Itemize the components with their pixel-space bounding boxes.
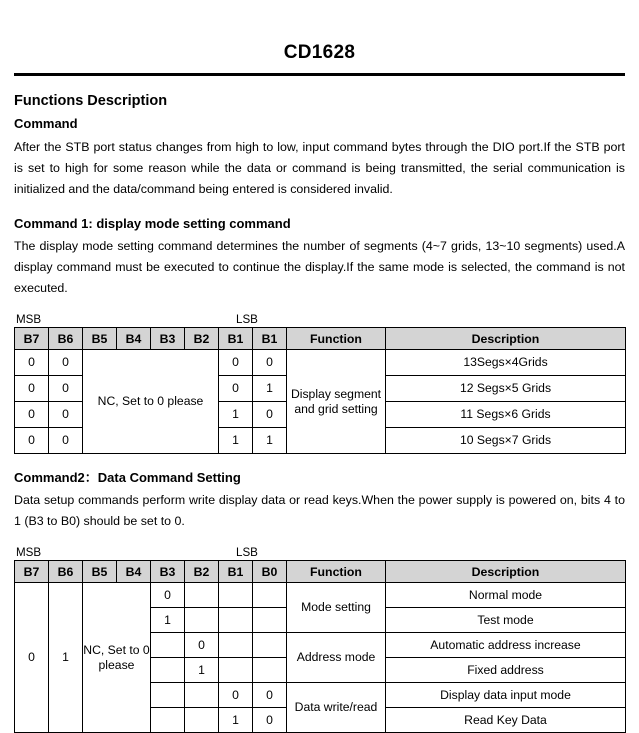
table1-r3-desc: 10 Segs×7 Grids bbox=[386, 428, 626, 454]
table1-col-b4: B4 bbox=[117, 328, 151, 350]
table2-r1-b2 bbox=[185, 608, 219, 633]
table2-r0-b1 bbox=[219, 583, 253, 608]
table1-r0-b7: 0 bbox=[15, 350, 49, 376]
table2-r5-desc: Read Key Data bbox=[386, 708, 626, 733]
table2-col-b3: B3 bbox=[151, 561, 185, 583]
table2-col-b0: B0 bbox=[253, 561, 287, 583]
table2-r1-desc: Test mode bbox=[386, 608, 626, 633]
table2-r2-desc: Automatic address increase bbox=[386, 633, 626, 658]
table2-col-b6: B6 bbox=[49, 561, 83, 583]
table1-r3-b7: 0 bbox=[15, 428, 49, 454]
functions-description-heading: Functions Description bbox=[14, 93, 168, 109]
table2-r4-b1: 0 bbox=[219, 683, 253, 708]
table2-r1-b0 bbox=[253, 608, 287, 633]
table2-r3-b2: 1 bbox=[185, 658, 219, 683]
table2-r2-b0 bbox=[253, 633, 287, 658]
command2-intro-paragraph: Data setup commands perform write display data or read keys.When the power supply is powered on, bits 4 to 1 (B3 to B0) should be set to 0. bbox=[14, 493, 625, 528]
table1-r2-b6: 0 bbox=[49, 402, 83, 428]
table2-col-description: Description bbox=[386, 561, 626, 583]
table2-r0-b2 bbox=[185, 583, 219, 608]
lsb-label-table2: LSB bbox=[236, 546, 258, 559]
command-heading: Command bbox=[14, 116, 78, 131]
table2-r3-b0 bbox=[253, 658, 287, 683]
table2-r5-b3 bbox=[151, 708, 185, 733]
msb-label-table1: MSB bbox=[16, 313, 42, 326]
table1-r2-desc: 11 Segs×6 Grids bbox=[386, 402, 626, 428]
table1-r2-b1a: 1 bbox=[219, 402, 253, 428]
table1-function-cell: Display segment and grid setting bbox=[287, 350, 386, 454]
table2-col-b1: B1 bbox=[219, 561, 253, 583]
table1-col-description: Description bbox=[386, 328, 626, 350]
table2-r0-desc: Normal mode bbox=[386, 583, 626, 608]
table2-col-b4: B4 bbox=[117, 561, 151, 583]
table2-r0-b0 bbox=[253, 583, 287, 608]
table1-r2-b1b: 0 bbox=[253, 402, 287, 428]
table2-nc-cell: NC, Set to 0 please bbox=[83, 583, 151, 733]
table2-r3-b3 bbox=[151, 658, 185, 683]
table2-r4-b0: 0 bbox=[253, 683, 287, 708]
table2-col-b2: B2 bbox=[185, 561, 219, 583]
table2-r3-b1 bbox=[219, 658, 253, 683]
table1-r2-b7: 0 bbox=[15, 402, 49, 428]
msb-label-table2: MSB bbox=[16, 546, 42, 559]
table1-col-b6: B6 bbox=[49, 328, 83, 350]
table2-r3-desc: Fixed address bbox=[386, 658, 626, 683]
title-divider bbox=[14, 73, 625, 76]
table2-r2-b3 bbox=[151, 633, 185, 658]
table-row bbox=[15, 583, 626, 608]
table2-r0-b3: 0 bbox=[151, 583, 185, 608]
table2-r5-b0: 0 bbox=[253, 708, 287, 733]
table1-r1-b1b: 1 bbox=[253, 376, 287, 402]
table1-col-b2: B2 bbox=[185, 328, 219, 350]
data-command-setting-table bbox=[14, 560, 626, 733]
table2-r2-b2: 0 bbox=[185, 633, 219, 658]
command1-heading: Command 1: display mode setting command bbox=[14, 216, 291, 231]
table2-function-mode-setting: Mode setting bbox=[287, 583, 386, 633]
table2-col-b5: B5 bbox=[83, 561, 117, 583]
table1-r3-b1a: 1 bbox=[219, 428, 253, 454]
table1-col-function: Function bbox=[287, 328, 386, 350]
table2-b6-cell: 1 bbox=[49, 583, 83, 733]
table2-r5-b1: 1 bbox=[219, 708, 253, 733]
table2-r1-b3: 1 bbox=[151, 608, 185, 633]
table1-r3-b6: 0 bbox=[49, 428, 83, 454]
table1-header-row bbox=[15, 328, 626, 350]
command1-intro-paragraph: The display mode setting command determines the number of segments (4~7 grids, 13~10 segments) used.A display command must be executed to continue the display.If the same mode is selected, the command is not executed. bbox=[14, 239, 625, 295]
table2-function-address-mode: Address mode bbox=[287, 633, 386, 683]
table2-r5-b2 bbox=[185, 708, 219, 733]
table2-b7-cell: 0 bbox=[15, 583, 49, 733]
table1-r0-b6: 0 bbox=[49, 350, 83, 376]
table1-r1-b1a: 0 bbox=[219, 376, 253, 402]
table2-r2-b1 bbox=[219, 633, 253, 658]
table1-col-b3: B3 bbox=[151, 328, 185, 350]
table1-r0-b1b: 0 bbox=[253, 350, 287, 376]
table1-r3-b1b: 1 bbox=[253, 428, 287, 454]
table1-col-b1b: B1 bbox=[253, 328, 287, 350]
table1-col-b7: B7 bbox=[15, 328, 49, 350]
table1-r1-b6: 0 bbox=[49, 376, 83, 402]
table1-bit-labels bbox=[14, 312, 625, 327]
lsb-label-table1: LSB bbox=[236, 313, 258, 326]
table2-col-b7: B7 bbox=[15, 561, 49, 583]
table2-r4-b2 bbox=[185, 683, 219, 708]
table1-r1-desc: 12 Segs×5 Grids bbox=[386, 376, 626, 402]
table1-r1-b7: 0 bbox=[15, 376, 49, 402]
table1-col-b1a: B1 bbox=[219, 328, 253, 350]
table2-bit-labels bbox=[14, 545, 625, 560]
table2-r4-desc: Display data input mode bbox=[386, 683, 626, 708]
table1-r0-desc: 13Segs×4Grids bbox=[386, 350, 626, 376]
table2-r1-b1 bbox=[219, 608, 253, 633]
command-intro-paragraph: After the STB port status changes from high to low, input command bytes through the DIO port.If the STB port is set to high for some reason while the data or command is being transmitted, the serial communication is initialized and the data/command being entered is considered invalid. bbox=[14, 140, 625, 196]
table2-r4-b3 bbox=[151, 683, 185, 708]
display-mode-setting-table bbox=[14, 327, 626, 454]
page-title: CD1628 bbox=[283, 42, 356, 63]
table1-r0-b1a: 0 bbox=[219, 350, 253, 376]
command2-heading: Command2：Data Command Setting bbox=[14, 470, 241, 485]
table2-col-function: Function bbox=[287, 561, 386, 583]
table1-nc-cell: NC, Set to 0 please bbox=[83, 350, 219, 454]
table2-header-row bbox=[15, 561, 626, 583]
table1-col-b5: B5 bbox=[83, 328, 117, 350]
table-row bbox=[15, 350, 626, 376]
table2-function-data-write-read: Data write/read bbox=[287, 683, 386, 733]
